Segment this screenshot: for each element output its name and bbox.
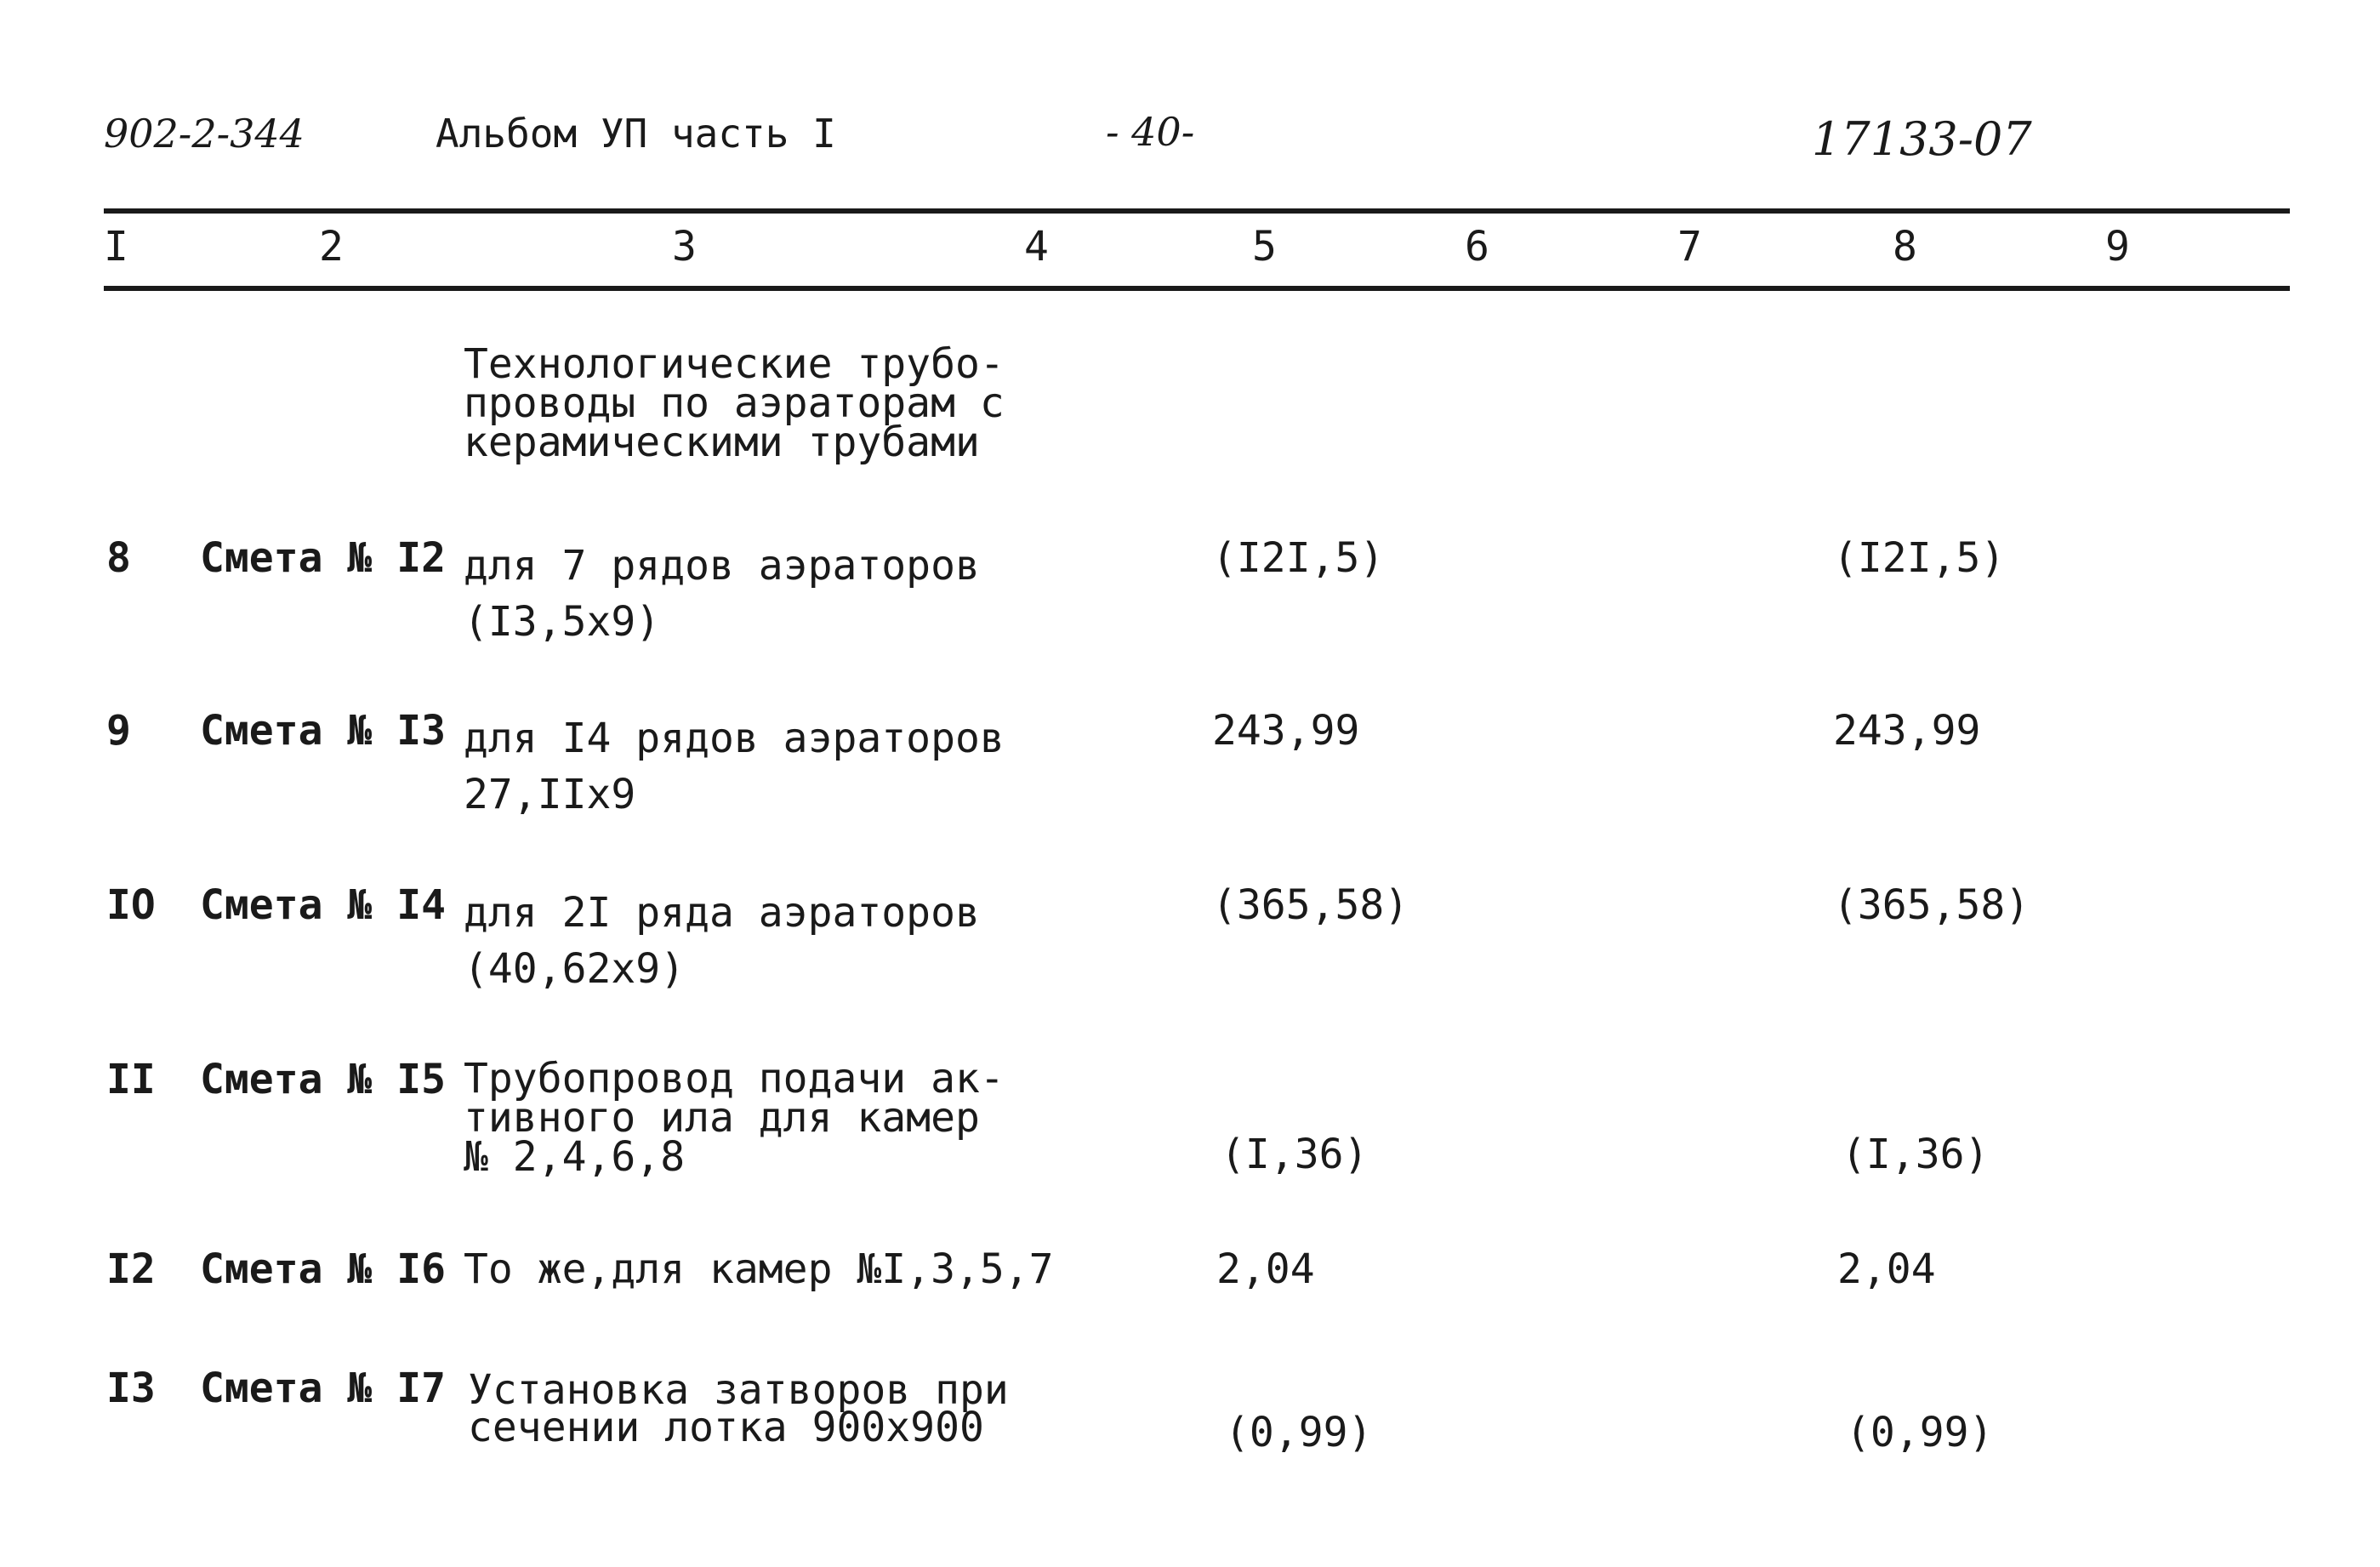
value-col5: (I,36) [1221, 1131, 1369, 1178]
value-col8: (I,36) [1842, 1131, 1990, 1178]
document-number: 902-2-344 [104, 111, 305, 157]
column-number: 6 [1465, 223, 1489, 271]
value-col5: (0,99) [1225, 1409, 1373, 1456]
row-number: 9 [106, 707, 131, 755]
row-number: I2 [106, 1245, 156, 1293]
document-code: 17133-07 [1812, 112, 2032, 166]
page-number: - 40- [1106, 109, 1195, 155]
top-rule [104, 208, 2290, 214]
value-col8: (I2I,5) [1833, 534, 2006, 582]
row-description: Установка затворов при сечении лотка 900x900 [468, 1366, 1009, 1451]
estimate-reference: Смета № I4 [200, 881, 446, 929]
value-col8: (365,58) [1833, 881, 2030, 929]
row-number: I3 [106, 1365, 156, 1412]
value-col5: 2,04 [1216, 1245, 1315, 1293]
section-title: Технологические трубо- проводы по аэраторам с керамическими трубами [464, 340, 1005, 466]
estimate-reference: Смета № I2 [200, 534, 446, 582]
row-description: для 2I ряда аэраторов (40,62x9) [464, 889, 980, 993]
column-number: 9 [2105, 223, 2130, 271]
row-number: IO [106, 881, 156, 929]
column-number: 4 [1024, 223, 1049, 271]
value-col8: 243,99 [1833, 707, 1981, 755]
row-description: Трубопровод подачи ак- тивного ила для камер № 2,4,6,8 [464, 1055, 1005, 1181]
column-number: I [104, 223, 128, 271]
estimate-reference: Смета № I3 [200, 707, 446, 755]
row-description: То же,для камер №I,3,5,7 [464, 1245, 1054, 1293]
column-number: 7 [1677, 223, 1702, 271]
column-number: 5 [1252, 223, 1277, 271]
album-label: Альбом УП часть I [436, 111, 836, 157]
row-number: 8 [106, 534, 131, 582]
estimate-reference: Смета № I5 [200, 1056, 446, 1103]
bottom-rule [104, 286, 2290, 291]
column-number: 2 [319, 223, 344, 271]
estimate-reference: Смета № I6 [200, 1245, 446, 1293]
row-description: для 7 рядов аэраторов (I3,5x9) [464, 542, 980, 646]
value-col8: (0,99) [1846, 1409, 1994, 1456]
value-col5: (I2I,5) [1212, 534, 1385, 582]
value-col5: (365,58) [1212, 881, 1409, 929]
row-description: для I4 рядов аэраторов 27,IIx9 [464, 715, 1005, 818]
value-col8: 2,04 [1837, 1245, 1936, 1293]
column-number: 3 [672, 223, 697, 271]
column-number: 8 [1893, 223, 1917, 271]
estimate-reference: Смета № I7 [200, 1365, 446, 1412]
value-col5: 243,99 [1212, 707, 1360, 755]
row-number: II [106, 1056, 156, 1103]
